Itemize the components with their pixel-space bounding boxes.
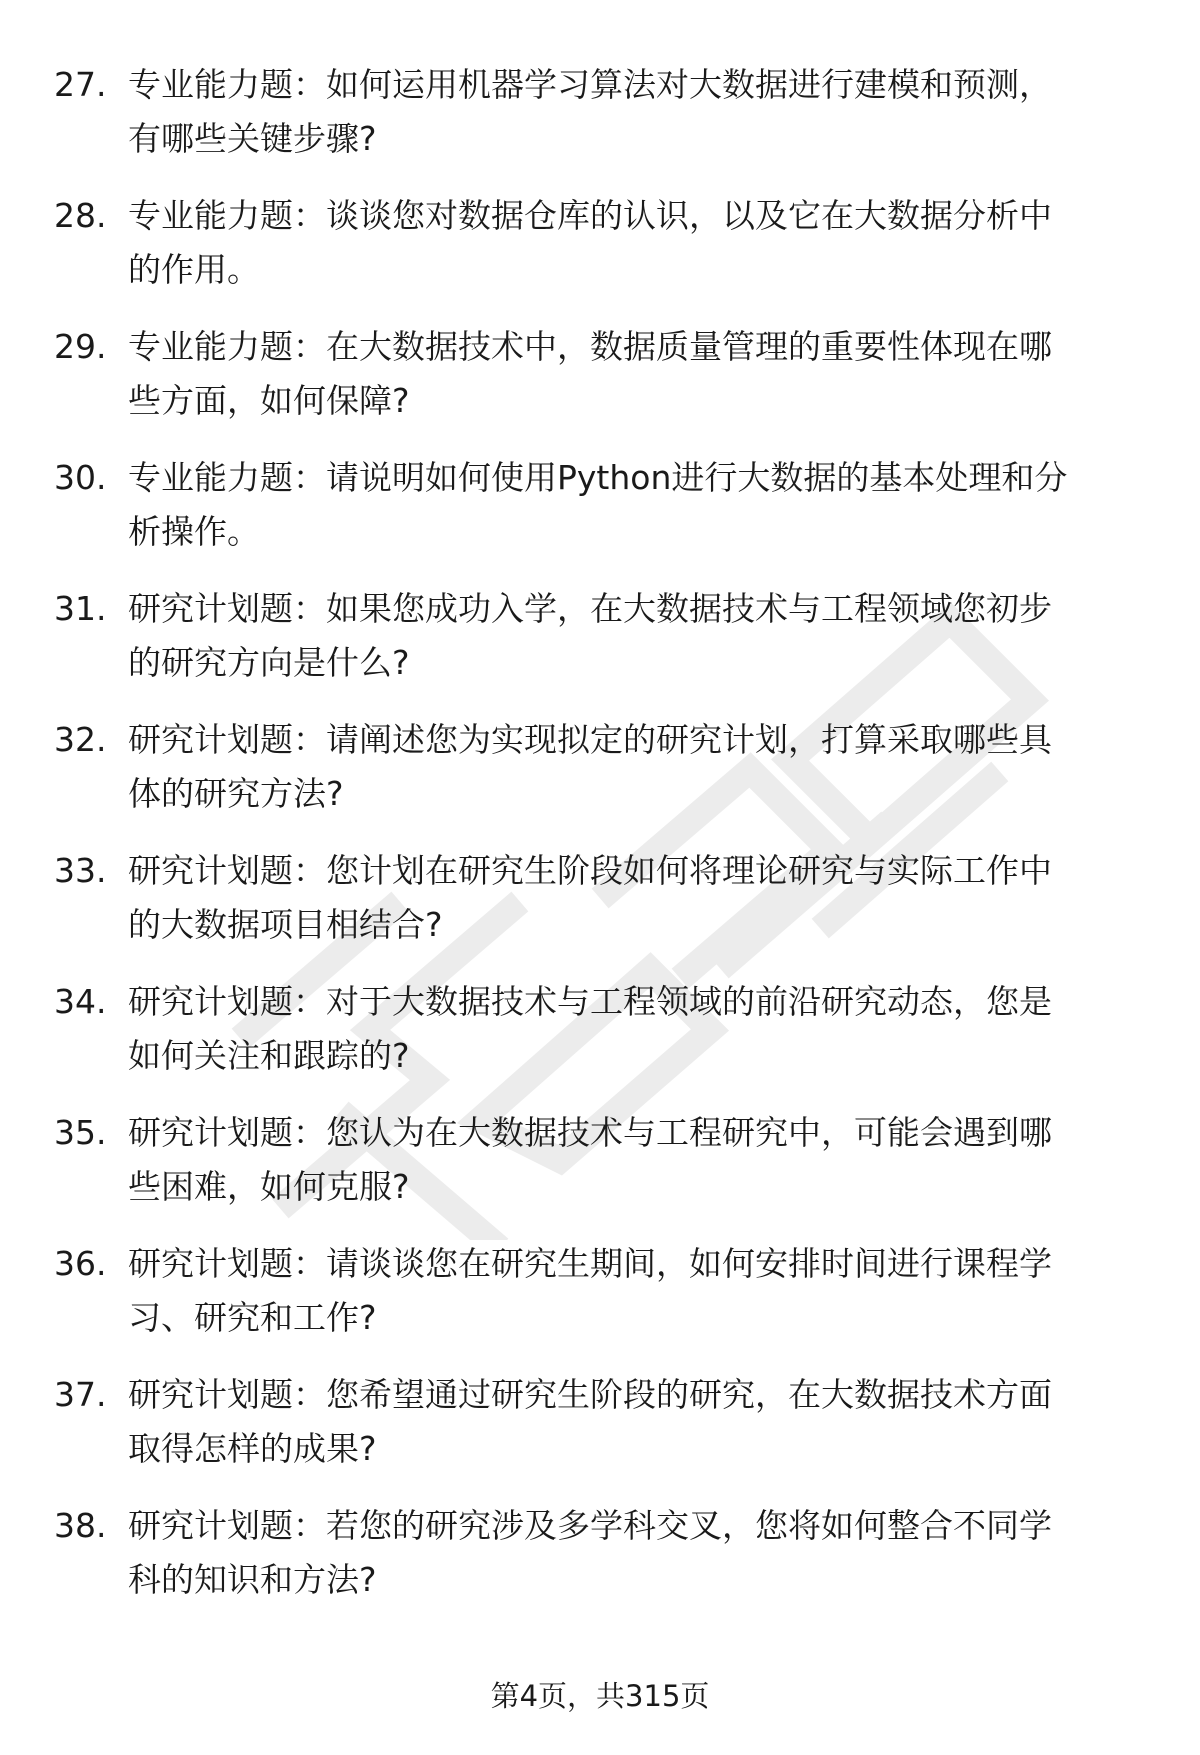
list-item bbox=[0, 451, 1200, 582]
list-item bbox=[0, 189, 1200, 320]
question-text bbox=[128, 451, 1148, 559]
question-line-2: 如何关注和跟踪的? bbox=[128, 1036, 410, 1075]
question-line-1: 研究计划题：如果您成功入学，在大数据技术与工程领域您初步 bbox=[128, 589, 1052, 628]
question-number: 29. bbox=[54, 327, 107, 366]
list-item bbox=[0, 320, 1200, 451]
question-number: 37. bbox=[54, 1375, 107, 1414]
list-item bbox=[0, 58, 1200, 189]
page-footer: 第4页，共315页 bbox=[490, 1679, 710, 1713]
question-text bbox=[128, 713, 1148, 821]
list-item bbox=[0, 1499, 1200, 1630]
question-line-2: 的研究方向是什么? bbox=[128, 643, 410, 682]
list-item bbox=[0, 1368, 1200, 1499]
question-text bbox=[128, 1368, 1148, 1476]
question-number: 28. bbox=[54, 196, 107, 235]
question-line-2: 些困难，如何克服? bbox=[128, 1167, 410, 1206]
question-number: 32. bbox=[54, 720, 107, 759]
question-line-1: 研究计划题：您计划在研究生阶段如何将理论研究与实际工作中 bbox=[128, 851, 1052, 890]
question-number: 30. bbox=[54, 458, 107, 497]
question-text bbox=[128, 1106, 1148, 1214]
question-number: 38. bbox=[54, 1506, 107, 1545]
question-line-1: 专业能力题：谈谈您对数据仓库的认识，以及它在大数据分析中 bbox=[128, 196, 1052, 235]
question-line-2: 些方面，如何保障? bbox=[128, 381, 410, 420]
question-line-1: 研究计划题：若您的研究涉及多学科交叉，您将如何整合不同学 bbox=[128, 1506, 1052, 1545]
question-line-2: 取得怎样的成果? bbox=[128, 1429, 377, 1468]
question-line-1: 研究计划题：您希望通过研究生阶段的研究，在大数据技术方面 bbox=[128, 1375, 1052, 1414]
question-line-1: 研究计划题：请谈谈您在研究生期间，如何安排时间进行课程学 bbox=[128, 1244, 1052, 1283]
list-item bbox=[0, 1237, 1200, 1368]
list-item bbox=[0, 582, 1200, 713]
question-line-2: 有哪些关键步骤? bbox=[128, 119, 377, 158]
question-line-1: 专业能力题：在大数据技术中，数据质量管理的重要性体现在哪 bbox=[128, 327, 1052, 366]
question-number: 31. bbox=[54, 589, 107, 628]
question-text bbox=[128, 582, 1148, 690]
question-line-1: 专业能力题：如何运用机器学习算法对大数据进行建模和预测， bbox=[128, 65, 1052, 104]
question-line-2: 的大数据项目相结合? bbox=[128, 905, 443, 944]
question-text bbox=[128, 1237, 1148, 1345]
question-line-2: 习、研究和工作? bbox=[128, 1298, 377, 1337]
question-text bbox=[128, 975, 1148, 1083]
question-line-2: 的作用。 bbox=[128, 250, 260, 289]
question-text bbox=[128, 58, 1148, 166]
question-number: 27. bbox=[54, 65, 107, 104]
question-line-2: 析操作。 bbox=[128, 512, 260, 551]
list-item bbox=[0, 975, 1200, 1106]
question-number: 34. bbox=[54, 982, 107, 1021]
question-number: 36. bbox=[54, 1244, 107, 1283]
question-number: 35. bbox=[54, 1113, 107, 1152]
question-line-1: 研究计划题：您认为在大数据技术与工程研究中，可能会遇到哪 bbox=[128, 1113, 1052, 1152]
question-line-2: 科的知识和方法? bbox=[128, 1560, 377, 1599]
question-text bbox=[128, 320, 1148, 428]
list-item bbox=[0, 713, 1200, 844]
question-line-2: 体的研究方法? bbox=[128, 774, 344, 813]
question-number: 33. bbox=[54, 851, 107, 890]
question-line-1: 研究计划题：请阐述您为实现拟定的研究计划，打算采取哪些具 bbox=[128, 720, 1052, 759]
question-text bbox=[128, 189, 1148, 297]
question-text bbox=[128, 844, 1148, 952]
list-item bbox=[0, 844, 1200, 975]
question-text bbox=[128, 1499, 1148, 1607]
list-item bbox=[0, 1106, 1200, 1237]
question-line-1: 研究计划题：对于大数据技术与工程领域的前沿研究动态，您是 bbox=[128, 982, 1052, 1021]
question-list bbox=[0, 58, 1200, 1630]
question-line-1: 专业能力题：请说明如何使用Python进行大数据的基本处理和分 bbox=[128, 458, 1068, 497]
